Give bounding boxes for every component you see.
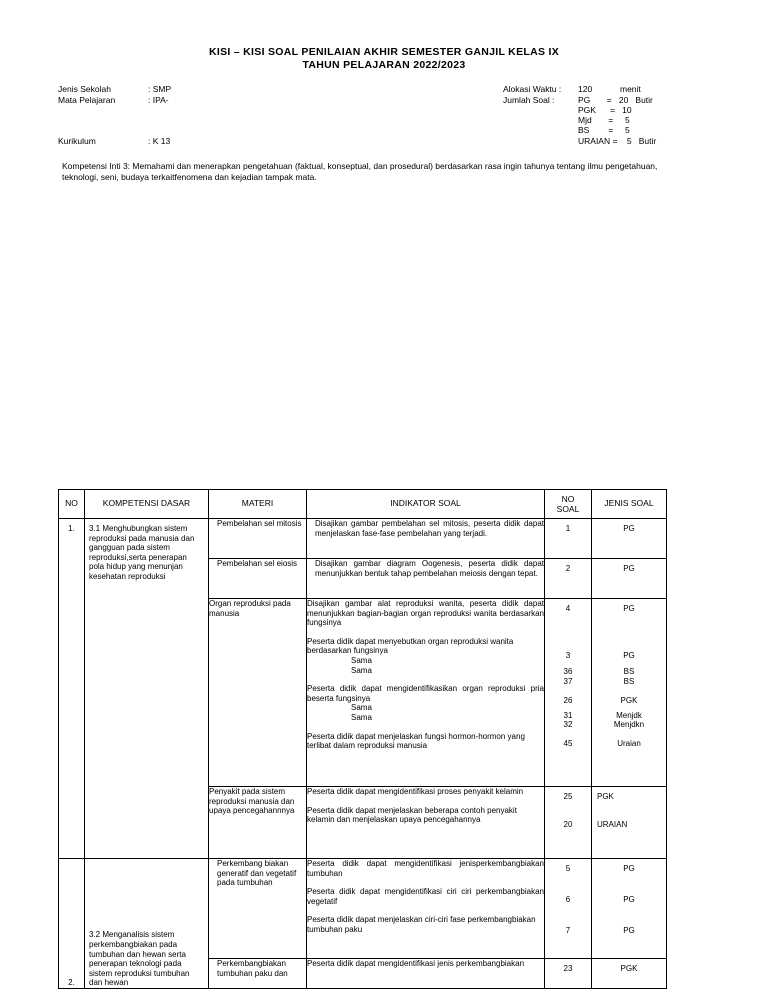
no-soal: 7	[565, 926, 571, 935]
no-soal-cell: 2	[545, 559, 592, 599]
materi-cell: Perkembang biakan generatif dan vegetatif pada tumbuhan	[209, 859, 307, 959]
kd-number: 2.	[59, 859, 85, 989]
indikator-sub: Sama	[351, 703, 372, 713]
kd-number: 1.	[59, 519, 85, 859]
table-header-row	[59, 490, 667, 519]
jenis-soal: Menjdkn	[613, 720, 645, 730]
jenis-soal-cell	[592, 787, 667, 859]
indikator-cell	[307, 959, 545, 989]
info-alokasi-label: Alokasi Waktu :	[503, 84, 562, 94]
info-kurikulum	[58, 136, 170, 147]
indikator-text: Disajikan gambar diagram Oogenesis, peserta didik dapat menunjukkan bentuk tahap pembelahan meiosis dengan tepat.	[315, 559, 544, 578]
no-soal-cell	[545, 599, 592, 787]
no-soal: 36	[563, 667, 573, 676]
jenis-soal-cell: PG	[592, 559, 667, 599]
jenis-soal: Menjdk	[616, 710, 642, 720]
jenis-soal: PGK	[620, 695, 638, 705]
indikator-sub: Sama	[351, 665, 372, 675]
materi-cell: Penyakit pada sistem reproduksi manusia dan upaya pencegahannnya	[209, 787, 307, 859]
indikator-text: Peserta didik dapat mengidentifikasi proses penyakit kelamin	[307, 787, 524, 796]
jenis-soal: PG	[623, 604, 635, 613]
indikator-cell	[307, 519, 545, 559]
info-mjd: Mjd = 5	[578, 115, 630, 125]
info-pgk: PGK = 10	[578, 105, 632, 115]
no-soal: 25	[563, 792, 573, 801]
indikator-text: Peserta didik dapat menjelaskan ciri-ciri fase perkembangbiakan tumbuhan paku	[307, 915, 536, 934]
info-jenis-sekolah	[58, 84, 171, 95]
info-pg: PG = 20 Butir	[578, 95, 653, 105]
info-value: : IPA-	[148, 95, 169, 105]
jenis-soal: BS	[623, 667, 635, 676]
jenis-soal: URAIAN	[597, 820, 628, 829]
kd-text: 3.2 Menganalisis sistem perkembangbiakan pada tumbuhan dan hewan serta penerapan teknologi pada sistem reproduksi tumbuhan dan hewan	[85, 859, 209, 989]
no-soal-cell	[545, 859, 592, 959]
no-soal: 20	[563, 820, 573, 829]
col-header-indikator: INDIKATOR SOAL	[307, 490, 545, 519]
col-header-materi: MATERI	[209, 490, 307, 519]
col-header-no-soal: NO SOAL	[545, 490, 592, 519]
page-title: KISI – KISI SOAL PENILAIAN AKHIR SEMESTER GANJIL KELAS IX	[208, 46, 560, 58]
page-subtitle: TAHUN PELAJARAN 2022/2023	[302, 59, 466, 71]
kd-text: 3.1 Menghubungkan sistem reproduksi pada manusia dan gangguan pada sistem reproduksi,serta penerapan pola hidup yang menunjan kesehatan reproduksi	[85, 519, 209, 859]
info-label: Jenis Sekolah	[58, 84, 111, 94]
table-row	[59, 859, 667, 959]
indikator-cell	[307, 559, 545, 599]
indikator-sub: Sama	[351, 655, 372, 665]
materi-cell: Perkembangbiakan tumbuhan paku dan	[209, 959, 307, 989]
indikator-text: Peserta didik dapat mengidentifikasi ciri ciri perkembangbiakan vegetatif	[307, 887, 544, 906]
col-header-jenis-soal: JENIS SOAL	[592, 490, 667, 519]
table-row	[59, 519, 667, 559]
no-soal: 5	[565, 864, 571, 873]
no-soal: 45	[563, 739, 573, 749]
indikator-text: Peserta didik dapat menyebutkan organ reproduksi wanita berdasarkan fungsinya	[307, 636, 514, 656]
info-mata-pelajaran	[58, 95, 169, 106]
jenis-soal: Uraian	[617, 739, 641, 749]
materi-cell: Pembelahan sel mitosis	[209, 519, 307, 559]
jenis-soal-cell	[592, 599, 667, 787]
no-soal: 6	[565, 895, 571, 904]
no-soal: 31	[563, 710, 573, 720]
indikator-text: Peserta didik dapat mengidentifikasikan organ reproduksi pria beserta fungsinya	[307, 684, 544, 703]
indikator-text: Disajikan gambar pembelahan sel mitosis, peserta didik dapat menjelaskan fase-fase pembelahan yang terjadi.	[315, 519, 544, 538]
info-alokasi-unit: menit	[620, 84, 641, 94]
jenis-soal: PG	[623, 926, 635, 935]
jenis-soal: PGK	[597, 792, 614, 801]
jenis-soal-cell	[592, 859, 667, 959]
no-soal: 4	[565, 604, 571, 613]
kisi-table	[58, 489, 667, 989]
indikator-sub: Sama	[351, 712, 372, 722]
kompetensi-inti: Kompetensi Inti 3: Memahami dan menerapkan pengetahuan (faktual, konseptual, dan prosedural) berdasarkan rasa ingin tahunya tentang ilmu pengetahuan, teknologi, seni, budaya terkaitfenomena dan kejadian tampak mata.	[62, 161, 658, 182]
info-bs: BS = 5	[578, 125, 630, 135]
jenis-soal-cell: PG	[592, 519, 667, 559]
indikator-text: Peserta didik dapat menjelaskan fungsi hormon-hormon yang terlibat dalam reproduksi manusia	[307, 731, 525, 751]
no-soal: 37	[563, 676, 573, 686]
indikator-text: Peserta didik dapat mengidentifikasi jenisperkembangbiakan tumbuhan	[307, 859, 544, 878]
jenis-soal-cell: PGK	[592, 959, 667, 989]
indikator-cell	[307, 787, 545, 859]
indikator-text: Peserta didik dapat menjelaskan beberapa contoh penyakit kelamin dan menjelaskan upaya pencegahannya	[307, 805, 517, 825]
indikator-text: Peserta didik dapat mengidentifikasi jenis perkembangbiakan	[307, 959, 525, 968]
indikator-cell	[307, 859, 545, 959]
no-soal-cell: 1	[545, 519, 592, 559]
no-soal-cell: 23	[545, 959, 592, 989]
jenis-soal: BS	[623, 676, 635, 686]
jenis-soal: PG	[623, 895, 635, 904]
materi-cell: Organ reproduksi pada manusia	[209, 599, 307, 787]
info-value: : K 13	[148, 136, 171, 146]
info-value: : SMP	[148, 84, 172, 94]
indikator-cell	[307, 599, 545, 787]
no-soal: 26	[563, 695, 573, 705]
col-header-kompetensi: KOMPETENSI DASAR	[85, 490, 209, 519]
no-soal: 3	[565, 651, 571, 660]
info-uraian: URAIAN = 5 Butir	[578, 136, 657, 146]
info-label: Mata Pelajaran	[58, 95, 116, 105]
info-jumlah-label: Jumlah Soal :	[503, 95, 555, 105]
no-soal: 32	[563, 720, 573, 730]
info-alokasi-value: 120	[578, 84, 593, 94]
jenis-soal: PG	[623, 651, 635, 660]
jenis-soal: PG	[623, 864, 635, 873]
materi-cell: Pembelahan sel eiosis	[209, 559, 307, 599]
col-header-no: NO	[59, 490, 85, 519]
indikator-text: Disajikan gambar alat reproduksi wanita, peserta didik dapat menunjukkan bagian-bagian organ reproduksi wanita berdasarkan fungsinya	[307, 599, 544, 628]
no-soal-cell	[545, 787, 592, 859]
info-label: Kurikulum	[58, 136, 96, 146]
